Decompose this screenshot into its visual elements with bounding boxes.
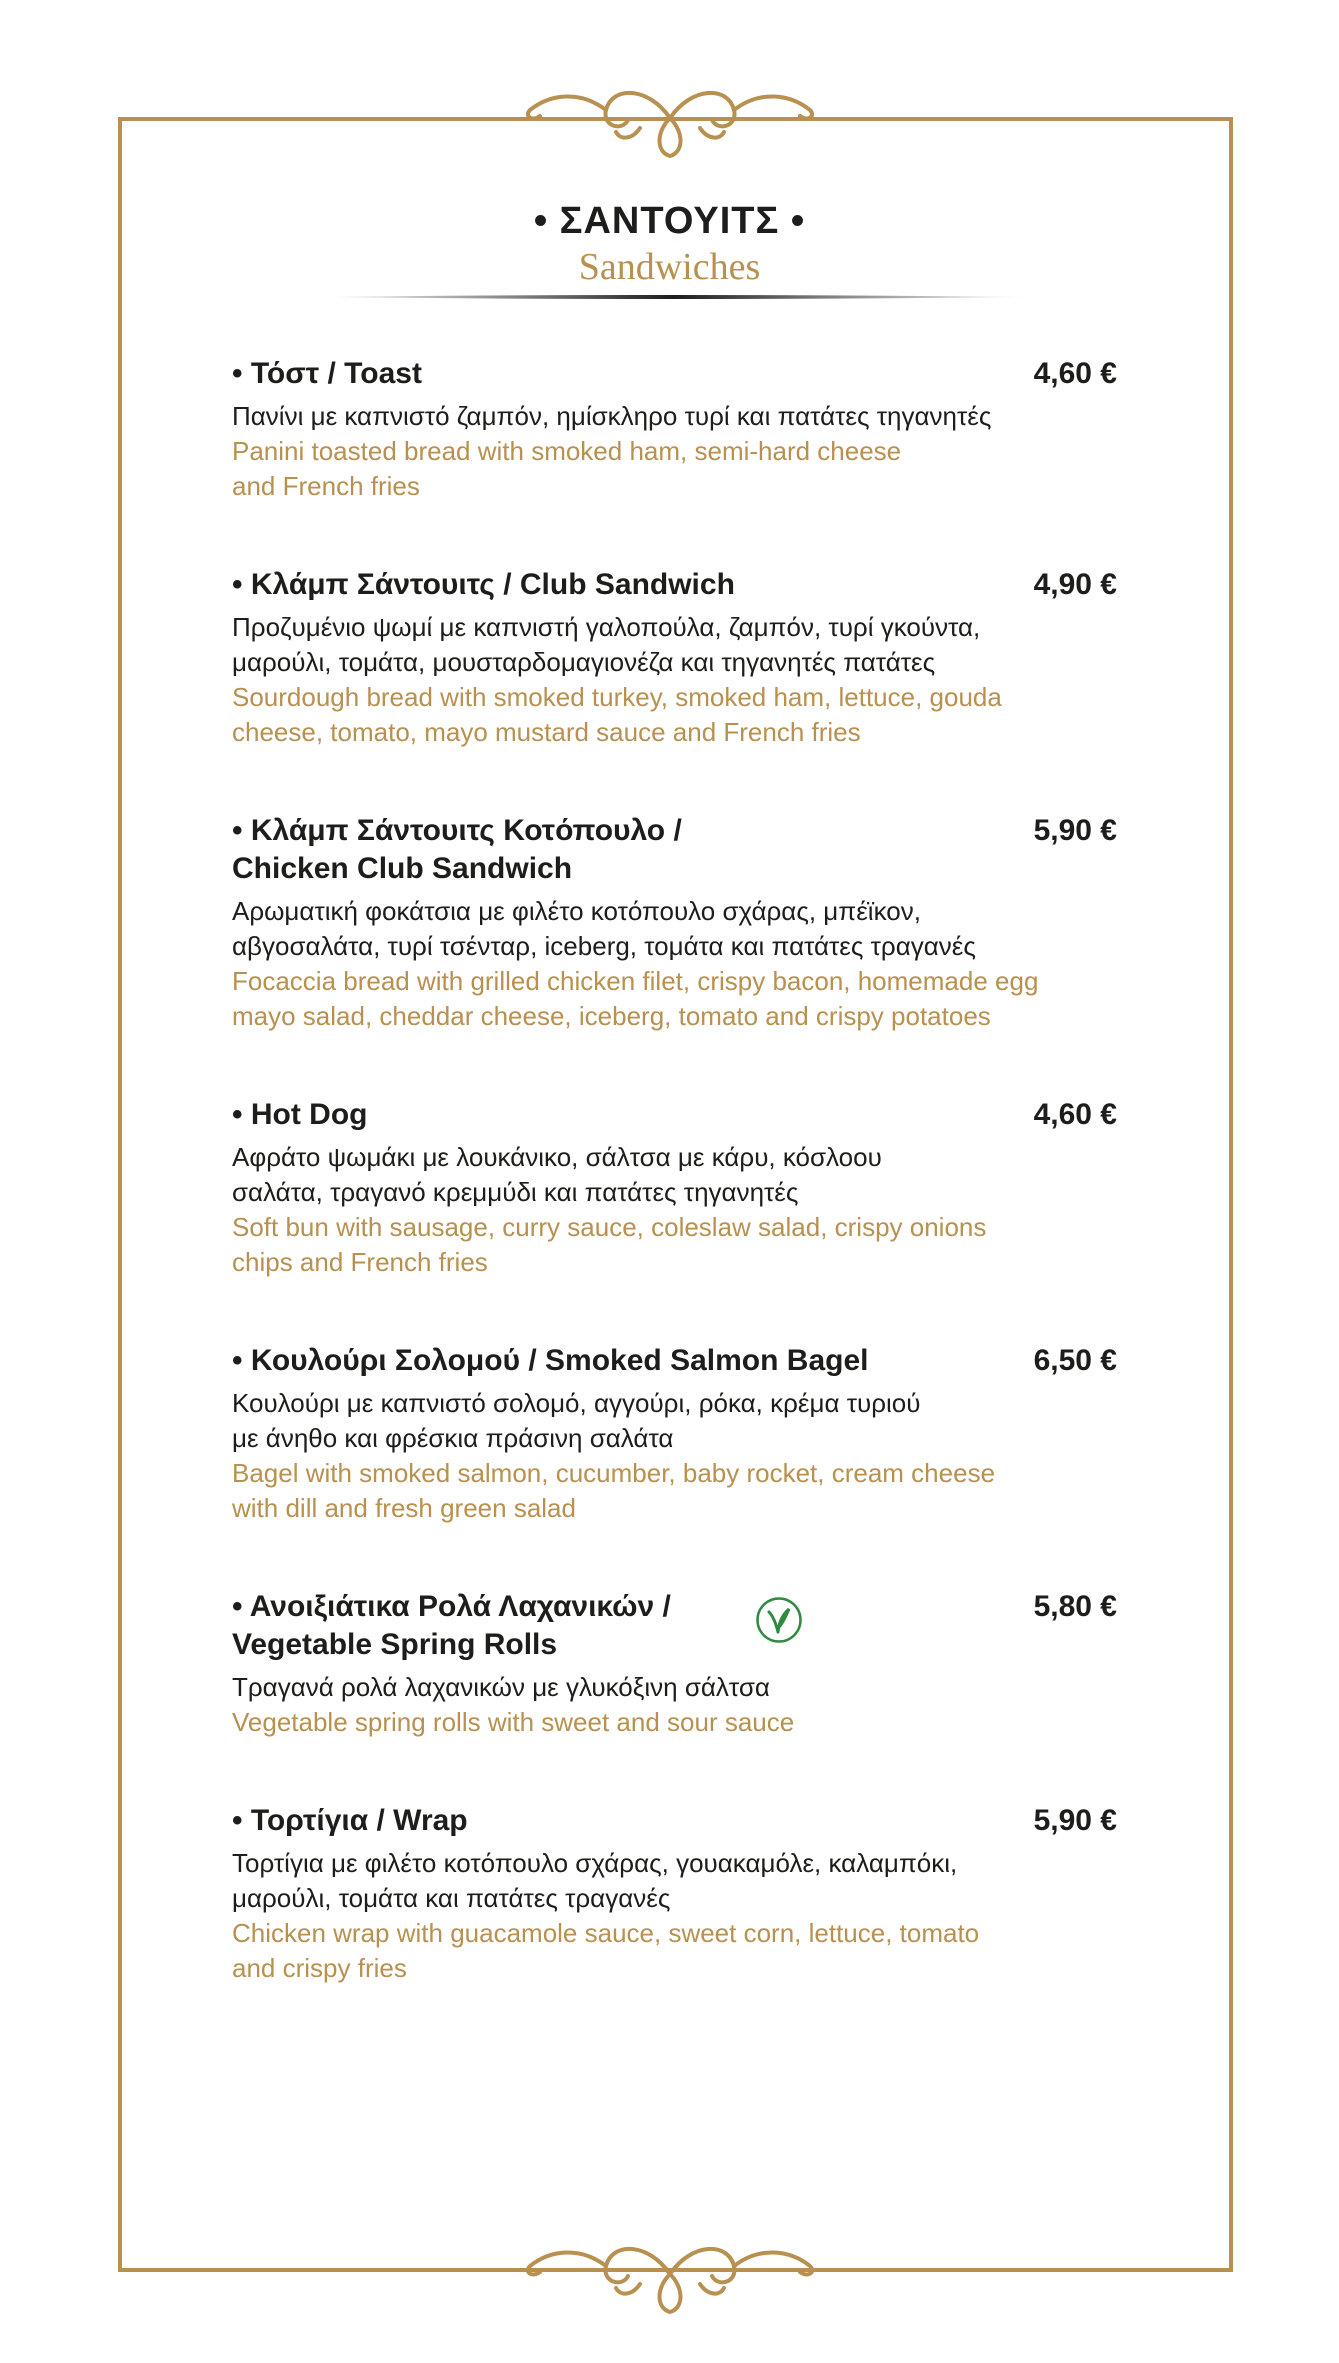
item-name: • Hot Dog [232,1098,368,1131]
menu-item-salmon-bagel [232,1342,1117,1526]
item-price: 6,50 € [1033,1344,1117,1377]
section-header [0,200,1339,289]
item-name: • Τορτίγια / Wrap [232,1804,468,1837]
title-divider [318,294,1030,300]
item-description-greek: Αφράτο ψωμάκι με λουκάνικο, σάλτσα με κάρυ, κόσλοου σαλάτα, τραγανό κρεμμύδι και πατάτες τηγανητές [232,1142,882,1207]
ornament-top [520,76,820,160]
item-description-english: Sourdough bread with smoked turkey, smoked ham, lettuce, gouda cheese, tomato, mayo mustard sauce and French fries [232,682,1002,747]
item-description-greek: Πανίνι με καπνιστό ζαμπόν, ημίσκληρο τυρί και πατάτες τηγανητές [232,401,992,431]
menu-items [232,355,1117,1986]
item-description-english: Panini toasted bread with smoked ham, semi-hard cheese and French fries [232,436,902,501]
item-price: 5,90 € [1033,814,1117,847]
item-name: • Κλάμπ Σάντουιτς / Club Sandwich [232,568,735,601]
item-name: • Κουλούρι Σολομού / Smoked Salmon Bagel [232,1344,869,1377]
menu-item-wrap [232,1802,1117,1986]
item-price: 4,60 € [1033,357,1117,390]
item-description-greek: Προζυμένιο ψωμί με καπνιστή γαλοπούλα, ζαμπόν, τυρί γκούντα, μαρούλι, τομάτα, μουσταρδομαγιονέζα και τηγανητές πατάτες [232,612,981,677]
item-price: 4,60 € [1033,1098,1117,1131]
item-description-greek: Αρωματική φοκάτσια με φιλέτο κοτόπουλο σχάρας, μπέϊκον, αβγοσαλάτα, τυρί τσένταρ, iceberg, τομάτα και πατάτες τραγανές [232,896,976,961]
item-name: • Ανοιξιάτικα Ρολά Λαχανικών / Vegetable Spring Rolls [232,1590,671,1661]
menu-item-hot-dog [232,1096,1117,1280]
section-title-english: Sandwiches [578,246,761,288]
item-price: 5,80 € [1033,1590,1117,1623]
menu-item-club-sandwich [232,566,1117,750]
item-description-english: Vegetable spring rolls with sweet and sour sauce [232,1707,795,1737]
ornament-bottom [520,2232,820,2316]
item-description-greek: Τορτίγια με φιλέτο κοτόπουλο σχάρας, γουακαμόλε, καλαμπόκι, μαρούλι, τομάτα και πατάτες τραγανές [232,1848,958,1913]
item-description-english: Soft bun with sausage, curry sauce, coleslaw salad, crispy onions chips and French fries [232,1212,987,1277]
menu-item-chicken-club [232,812,1117,1034]
item-name: • Κλάμπ Σάντουιτς Κοτόπουλο / Chicken Club Sandwich [232,814,682,885]
item-description-english: Focaccia bread with grilled chicken filet, crispy bacon, homemade egg mayo salad, cheddar cheese, iceberg, tomato and crispy potatoes [232,966,1039,1031]
menu-item-toast [232,355,1117,504]
item-description-english: Bagel with smoked salmon, cucumber, baby rocket, cream cheese with dill and fresh green salad [232,1458,996,1523]
item-description-greek: Κουλούρι με καπνιστό σολομό, αγγούρι, ρόκα, κρέμα τυριού με άνηθο και φρέσκια πράσινη σαλάτα [232,1388,921,1453]
item-description-greek: Τραγανά ρολά λαχανικών με γλυκόξινη σάλτσα [232,1672,770,1702]
vegan-leaf-icon [755,1596,803,1644]
menu-item-spring-rolls [232,1588,1117,1740]
item-price: 4,90 € [1033,568,1117,601]
item-name: • Τόστ / Toast [232,357,422,390]
item-price: 5,90 € [1033,1804,1117,1837]
item-description-english: Chicken wrap with guacamole sauce, sweet corn, lettuce, tomato and crispy fries [232,1918,980,1983]
section-title-greek: • ΣΑΝΤΟΥΙΤΣ • [533,200,806,242]
